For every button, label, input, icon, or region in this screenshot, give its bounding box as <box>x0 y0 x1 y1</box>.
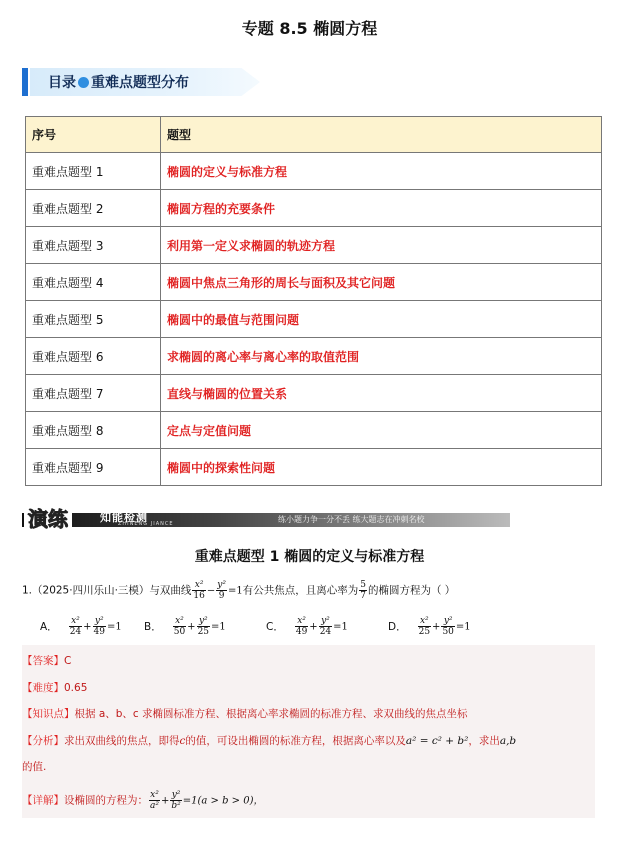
hyperbola-x-term <box>192 580 205 601</box>
fraction-denominator: 49 <box>295 627 308 637</box>
option-label: A． <box>40 620 58 633</box>
bullet-dot-icon <box>78 77 89 88</box>
analysis-text: 的值，可设出椭圆的标准方程，根据离心率以及 <box>185 735 406 747</box>
fraction-denominator: 49 <box>93 627 105 637</box>
toc-row-topic[interactable]: 椭圆中的最值与范围问题 <box>161 301 602 338</box>
toc-row-number: 重难点题型 3 <box>26 227 161 264</box>
toc-row-number: 重难点题型 8 <box>26 412 161 449</box>
difficulty-value: 0.65 <box>64 682 88 694</box>
toc-row-topic[interactable]: 椭圆的定义与标准方程 <box>161 153 602 190</box>
document-title: 专题 8.5 椭圆方程 <box>241 19 378 38</box>
fraction-denominator: 25 <box>418 627 431 637</box>
detail-line: 【详解】设椭圆的方程为： $\frac{\text{x²}}{\text{a²}}$ + $\frac{\text{y²}}{\text{b²}}$ =1(a > b > 0)， <box>22 790 264 811</box>
fraction-denominator: 7 <box>360 591 366 601</box>
analysis-line-2 <box>22 759 46 774</box>
table-row[interactable] <box>26 338 602 375</box>
practice-banner-small-text: 知能检测 <box>100 511 148 524</box>
option-a[interactable]: A． $\frac{\text{x²}}{24}$ + $\frac{\text{y²}}{49}$ =1 <box>40 616 122 637</box>
option-d[interactable]: D． $\frac{\text{x²}}{25}$ + $\frac{\text{y²}}{50}$ =1 <box>388 616 471 637</box>
toc-row-topic[interactable]: 利用第一定义求椭圆的轨迹方程 <box>161 227 602 264</box>
answer-box <box>22 645 595 818</box>
practice-banner <box>22 509 510 531</box>
fraction-denominator: 50 <box>173 627 186 637</box>
toc-row-number: 重难点题型 6 <box>26 338 161 375</box>
fraction-denominator: 9 <box>218 591 225 601</box>
answer-line <box>22 653 71 668</box>
fraction-numerator: y² <box>93 616 106 627</box>
toc-row-topic[interactable]: 椭圆中的探索性问题 <box>161 449 602 486</box>
toc-banner-prefix: 目录 <box>48 75 76 91</box>
hyperbola-y-term <box>216 580 227 601</box>
fraction-denominator: 24 <box>69 627 82 637</box>
option-label: C． <box>266 620 284 633</box>
fraction-numerator: x² <box>418 616 431 627</box>
toc-header-topic: 题型 <box>161 117 602 153</box>
fraction-numerator: y² <box>441 616 454 627</box>
option-c[interactable]: C． $\frac{\text{x²}}{49}$ + $\frac{\text{y²}}{24}$ =1 <box>266 616 348 637</box>
detail-condition: =1(a > b > 0)， <box>182 795 264 807</box>
knowledge-line <box>22 706 468 721</box>
knowledge-value: 根据 a、b、c 求椭圆标准方程、根据离心率求椭圆的标准方程、求双曲线的焦点坐标 <box>74 708 468 720</box>
toc-row-number: 重难点题型 1 <box>26 153 161 190</box>
option-b[interactable]: B． $\frac{\text{x²}}{50}$ + $\frac{\text{y²}}{25}$ =1 <box>144 616 226 637</box>
option-rhs: =1 <box>211 621 226 633</box>
toc-banner-bar <box>22 68 28 96</box>
table-row[interactable] <box>26 412 602 449</box>
detail-text: 设椭圆的方程为： <box>64 794 148 807</box>
answer-tag: 【答案】 <box>22 655 64 667</box>
answer-value: C <box>64 655 72 667</box>
toc-row-number: 重难点题型 9 <box>26 449 161 486</box>
toc-row-number: 重难点题型 4 <box>26 264 161 301</box>
question-stem: 1.（2025·四川乐山·三模）与双曲线 $\frac{\text{x²}}{16}$ − $\frac{\text{y²}}{9}$ =1有公共焦点，且离心率为 $\frac{5}{7}$ 的椭圆方程为（ ） <box>22 580 456 601</box>
fraction-denominator: a² <box>150 801 159 811</box>
toc-banner <box>22 68 272 96</box>
toc-table <box>25 116 602 486</box>
fraction-numerator: y² <box>217 580 226 590</box>
fraction-denominator: 24 <box>319 627 332 637</box>
analysis-text: 的值. <box>22 761 47 773</box>
analysis-line <box>22 733 516 748</box>
table-row[interactable] <box>26 190 602 227</box>
fraction-numerator: y² <box>319 616 332 627</box>
detail-tag: 【详解】 <box>22 794 64 807</box>
fraction-numerator: x² <box>295 616 308 627</box>
table-row[interactable] <box>26 375 602 412</box>
toc-row-number: 重难点题型 7 <box>26 375 161 412</box>
knowledge-tag: 【知识点】 <box>22 708 75 720</box>
fraction-numerator: 5 <box>360 580 366 590</box>
toc-row-number: 重难点题型 2 <box>26 190 161 227</box>
option-rhs: =1 <box>333 621 348 633</box>
option-rhs: =1 <box>106 621 122 633</box>
fraction-denominator: 25 <box>197 627 210 637</box>
fraction-denominator: 50 <box>442 627 454 637</box>
option-rhs: =1 <box>455 621 471 633</box>
toc-banner-suffix: 重难点题型分布 <box>91 75 189 91</box>
toc-row-number: 重难点题型 5 <box>26 301 161 338</box>
table-row[interactable] <box>26 264 602 301</box>
analysis-var-ab: a,b <box>499 735 517 747</box>
table-row[interactable] <box>26 227 602 264</box>
toc-header-no: 序号 <box>26 117 161 153</box>
table-row[interactable] <box>26 449 602 486</box>
question-mid2: 的椭圆方程为（ ） <box>367 584 456 597</box>
fraction-numerator: y² <box>197 616 210 627</box>
question-prefix: 1.（2025·四川乐山·三模）与双曲线 <box>22 584 192 597</box>
practice-banner-en-text: ZHINENG JIANCE <box>118 521 174 527</box>
toc-row-topic[interactable]: 椭圆中焦点三角形的周长与面积及其它问题 <box>161 264 602 301</box>
analysis-formula: a² = c² + b² <box>405 735 469 747</box>
fraction-numerator: x² <box>69 616 82 627</box>
fraction-numerator: x² <box>192 580 205 591</box>
question-mid1: 有公共焦点，且离心率为 <box>242 584 359 597</box>
fraction-numerator: x² <box>173 616 186 627</box>
option-label: D． <box>388 620 407 633</box>
difficulty-line <box>22 680 87 695</box>
table-row[interactable] <box>26 153 602 190</box>
hyperbola-rhs: =1 <box>227 585 243 597</box>
analysis-text: ，求出 <box>468 735 500 747</box>
practice-banner-slogan: 练小题力争一分不丢 练大题志在冲刺名校 <box>278 515 425 524</box>
toc-row-topic[interactable]: 椭圆方程的充要条件 <box>161 190 602 227</box>
toc-row-topic[interactable]: 直线与椭圆的位置关系 <box>161 375 602 412</box>
detail-x-term <box>149 790 160 811</box>
toc-header-row <box>26 117 602 153</box>
toc-row-topic[interactable]: 定点与定值问题 <box>161 412 602 449</box>
table-row[interactable] <box>26 301 602 338</box>
fraction-numerator: y² <box>171 790 181 800</box>
option-label: B． <box>144 620 162 633</box>
detail-y-term <box>170 790 181 811</box>
analysis-tag: 【分析】 <box>22 735 64 747</box>
difficulty-tag: 【难度】 <box>22 682 64 694</box>
practice-banner-strip <box>22 513 510 527</box>
toc-banner-text <box>48 72 189 92</box>
fraction-denominator: b² <box>171 801 181 811</box>
analysis-text: 求出双曲线的焦点，即得 <box>64 735 180 747</box>
fraction-denominator: 16 <box>193 591 205 601</box>
analysis-var-c: c <box>179 735 186 747</box>
fraction-numerator: x² <box>150 790 159 800</box>
eccentricity-fraction <box>359 580 367 601</box>
section-title: 重难点题型 1 椭圆的定义与标准方程 <box>194 549 425 565</box>
toc-row-topic[interactable]: 求椭圆的离心率与离心率的取值范围 <box>161 338 602 375</box>
practice-banner-big-text: 演练 <box>24 507 72 531</box>
